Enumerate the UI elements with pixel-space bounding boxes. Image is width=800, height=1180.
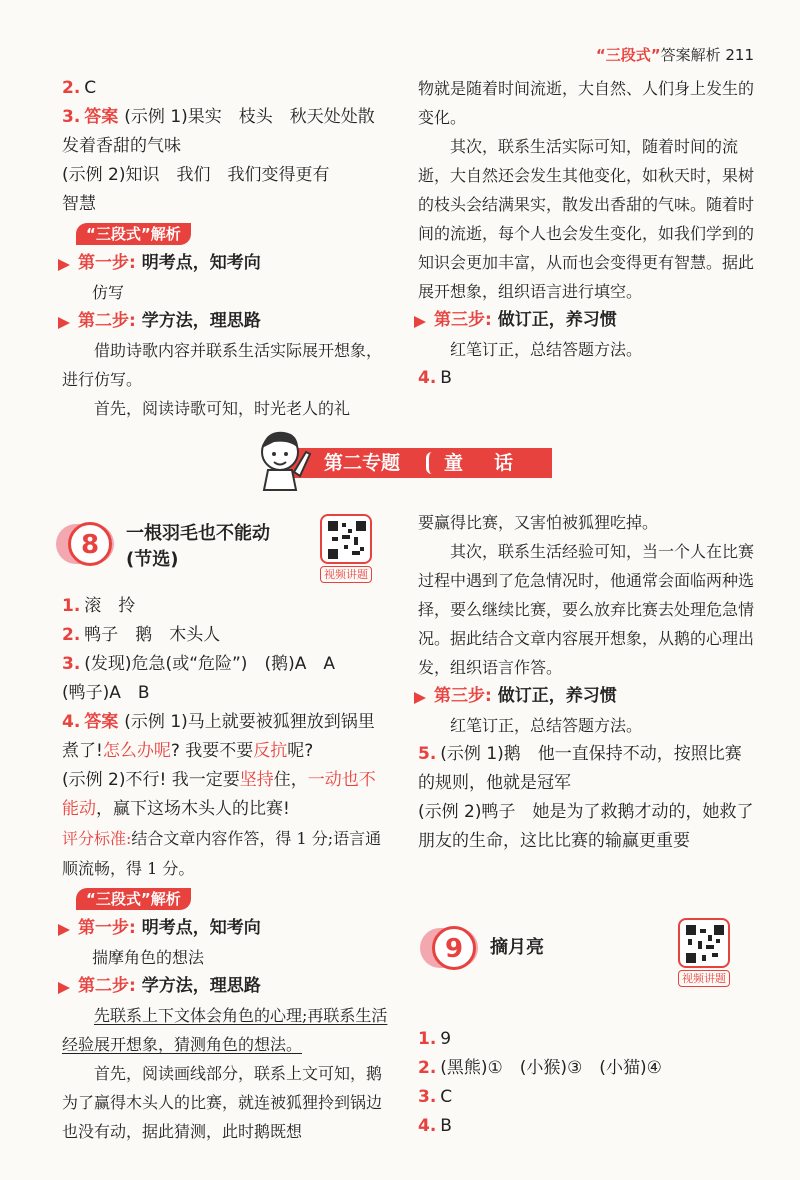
qr-code-icon [686,925,724,963]
lesson-number: 9 [432,926,476,970]
answer-4: 4. 答案 (示例 1)马上就要被狐狸放到锅里 煮了!怎么办呢? 我要不要反抗呢? (示例 2)不行! 我一定要坚持住，一动也不能动，赢下这场木头人的比赛! 评分标准:结合文章内容作答，得 1 分;语言通顺流畅，得 1 分。 [62,712,382,878]
lesson-title: 摘月亮 [490,937,544,958]
lesson-title: 一根羽毛也不能动 [126,523,270,544]
answer-1: 1. 滚 拎 [62,596,136,616]
step-3: 第三步: 做订正，养习惯 [418,682,756,711]
qr-caption: 视频讲题 [678,970,730,987]
lesson-9-header [420,928,760,998]
arrow-icon [58,982,70,994]
step-2-detail: 先联系上下文体会角色的心理;再联系生活经验展开想象，猜测角色的想法。 [62,1006,388,1054]
paragraph: 首先，阅读画线部分，联系上文可知，鹅为了赢得木头人的比赛，就连被狐狸拎到锅边也没有动，据此猜测，此时鹅既想 [62,1064,383,1141]
arrow-icon [58,317,70,329]
step-2: 第二步: 学方法，理思路 [62,972,392,1001]
lesson-number: 8 [68,522,112,566]
arrow-icon [58,924,70,936]
banner-title: 第二专题 [324,452,401,474]
answer-4: 4. B [418,368,452,388]
step-3: 第三步: 做订正，养习惯 [418,306,756,335]
arrow-icon [414,316,426,328]
paragraph: 物就是随着时间流逝，大自然、人们身上发生的变化。 [418,79,755,127]
step-1-detail: 揣摩角色的想法 [92,948,205,967]
answer-2: 2. C [62,78,97,98]
right-bottom-column [418,508,756,856]
header-quote: “三段式” [595,46,661,64]
lesson-subtitle: (节选) [126,549,179,570]
paragraph: 其次，联系生活实际可知，随着时间的流逝，大自然还会发生其他变化，如秋天时，果树的枝头会结满果实，散发出香甜的气味。随着时间的流逝，每个人也会发生变化，如我们学到的知识会更加丰富，从而也会变得更有智慧。据此展开想象，组织语言进行填空。 [418,137,755,301]
paragraph: 其次，联系生活经验可知，当一个人在比赛过程中遇到了危急情况时，他通常会面临两种选择，要么继续比赛，要么放弃比赛去处理危急情况。据此结合文章内容展开想象，从鹅的心理出发，组织语言作答。 [418,542,755,677]
step-3-detail: 红笔订正，总结答题方法。 [450,340,643,359]
answer-2: 2. 鸭子 鹅 木头人 [62,625,221,645]
right-top-column [418,74,756,393]
answer-1: 1. 9 [418,1029,452,1049]
answer-3: 3. (发现)危急(或“危险”) (鹅)A A (鸭子)A B [62,654,335,703]
scoring-label: 评分标准: [62,829,132,848]
lesson-9-answers [418,1025,756,1141]
answer-4: 4. B [418,1116,452,1136]
qr-code-icon [328,521,366,559]
left-top-column [62,74,392,423]
banner-subtitle: 童 话 [444,452,520,474]
arrow-icon [414,692,426,704]
step-2-detail: 借助诗歌内容并联系生活实际展开想象，进行仿写。 [62,341,383,389]
boy-mascot-icon [254,422,312,492]
arrow-icon [58,259,70,271]
video-qr-code[interactable] [320,514,372,583]
page-header [596,44,754,65]
answer-2: 2. (黑熊)① (小猴)③ (小猫)④ [418,1058,662,1078]
paragraph: 要赢得比赛，又害怕被狐狸吃掉。 [418,513,659,532]
step-1: 第一步: 明考点，知考向 [62,249,392,278]
qr-caption: 视频讲题 [320,566,372,583]
video-qr-code[interactable] [678,918,730,987]
answer-5: 5. (示例 1)鹅 他一直保持不动，按照比赛的规则，他就是冠军 (示例 2)鸭子 她是为了救鹅才动的，她救了朋友的生命，这比比赛的输赢更重要 [418,744,754,851]
answer-3: 3. C [418,1087,453,1107]
step-3-detail: 红笔订正，总结答题方法。 [450,716,643,735]
step-1: 第一步: 明考点，知考向 [62,914,392,943]
left-bottom-column [62,592,392,1146]
analysis-badge: “三段式”解析 [76,223,191,245]
step-2: 第二步: 学方法，理思路 [62,307,392,336]
paragraph: 首先，阅读诗歌可知，时光老人的礼 [94,399,351,418]
lesson-8-header [56,524,386,590]
analysis-badge: “三段式”解析 [76,888,191,910]
step-1-detail: 仿写 [92,283,125,302]
answer-3: 3. 答案 (示例 1)果实 枝头 秋天处处散 发着香甜的气味 (示例 2)知识 我们 我们变得更有 智慧 [62,107,375,214]
header-text: 答案解析 211 [660,46,754,64]
